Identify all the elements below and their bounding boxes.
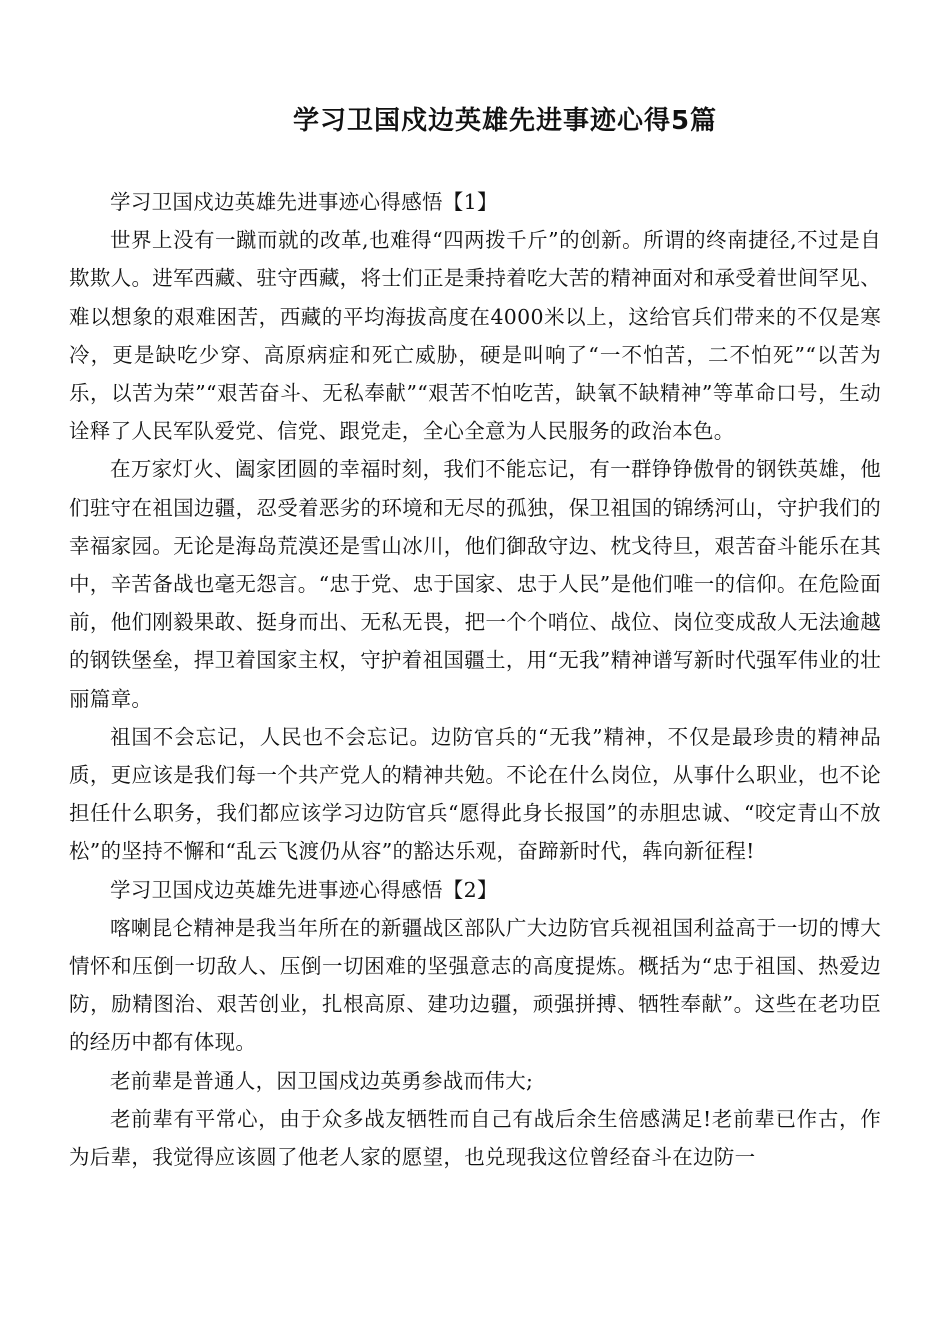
paragraph-5: 老前辈是普通人，因卫国戍边英勇参战而伟大; <box>110 1068 534 1093</box>
paragraph-3: 祖国不会忘记，人民也不会忘记。边防官兵的“无我”精神，不仅是最珍贵的精神品质，更应该是我们每一个共产党人的精神共勉。不论在什么岗位，从事什么职业，也不论担任什么职务，我们都应该学习边防官兵“愿得此身长报国”的赤胆忠诚、“咬定青山不放松”的坚持不懈和“乱云飞渡仍从容”的豁达乐观，奋蹄新时代，犇向新征程! <box>69 724 881 864</box>
document-body <box>69 183 881 1176</box>
paragraph-1: 世界上没有一蹴而就的改革,也难得“四两拨千斤”的创新。所谓的终南捷径,不过是自欺欺人。进军西藏、驻守西藏，将士们正是秉持着吃大苦的精神面对和承受着世间罕见、难以想象的艰难困苦，西藏的平均海拔高度在4000米以上，这给官兵们带来的不仅是寒冷，更是缺吃少穿、高原病症和死亡威胁，硬是叫响了“一不怕苦，二不怕死”“以苦为乐，以苦为荣”“艰苦奋斗、无私奉献”“艰苦不怕吃苦，缺氧不缺精神”等革命口号，生动诠释了人民军队爱党、信党、跟党走，全心全意为人民服务的政治本色。 <box>69 228 881 444</box>
paragraph-6: 老前辈有平常心，由于众多战友牺牲而自己有战后余生倍感满足!老前辈已作古，作为后辈，我觉得应该圆了他老人家的愿望，也兑现我这位曾经奋斗在边防一 <box>69 1106 881 1170</box>
section-heading-1: 学习卫国戍边英雄先进事迹心得感悟【1】 <box>110 190 498 214</box>
section-heading-2: 学习卫国戍边英雄先进事迹心得感悟【2】 <box>110 877 498 902</box>
paragraph-2: 在万家灯火、阖家团圆的幸福时刻，我们不能忘记，有一群铮铮傲骨的钢铁英雄，他们驻守在祖国边疆，忍受着恶劣的环境和无尽的孤独，保卫祖国的锦绣河山，守护我们的幸福家园。无论是海岛荒漠还是雪山冰川，他们御敌守边、枕戈待旦，艰苦奋斗能乐在其中，辛苦备战也毫无怨言。“忠于党、忠于国家、忠于人民”是他们唯一的信仰。在危险面前，他们刚毅果敢、挺身而出、无私无畏，把一个个哨位、战位、岗位变成敌人无法逾越的钢铁堡垒，捍卫着国家主权，守护着祖国疆土，用“无我”精神谱写新时代强军伟业的壮丽篇章。 <box>69 457 881 711</box>
document-title: 学习卫国戍边英雄先进事迹心得5篇 <box>292 106 718 136</box>
paragraph-4: 喀喇昆仑精神是我当年所在的新疆战区部队广大边防官兵视祖国利益高于一切的博大情怀和压倒一切敌人、压倒一切困难的坚强意志的高度提炼。概括为“忠于祖国、热爱边防，励精图治、艰苦创业，扎根高原、建功边疆，顽强拼搏、牺牲奉献”。这些在老功臣的经历中都有体现。 <box>69 915 881 1055</box>
